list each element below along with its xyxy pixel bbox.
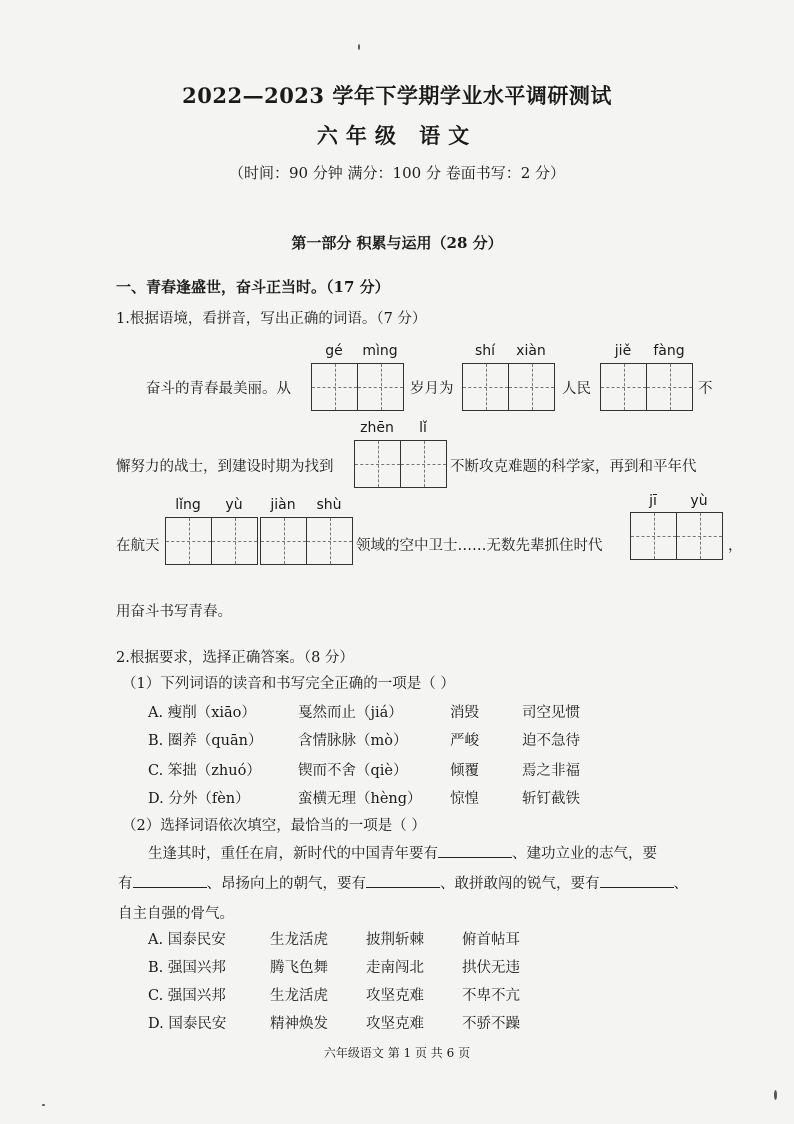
q1-text: 人民: [562, 381, 591, 397]
option-cell: 蛮横无理（hèng）: [298, 791, 422, 807]
answer-grid[interactable]: [311, 363, 404, 411]
pinyin: jī: [649, 493, 657, 509]
option-cell: 严峻: [450, 733, 479, 749]
q1-text: 领域的空中卫士……无数先辈抓住时代: [356, 538, 603, 554]
passage-text: 自主自强的骨气。: [118, 906, 234, 922]
q1-text: 奋斗的青春最美丽。从: [146, 381, 291, 397]
fill-blank[interactable]: [600, 875, 674, 888]
pinyin: jiàn: [270, 497, 296, 513]
option-cell: D. 国泰民安: [148, 1016, 227, 1032]
q1-text: 岁月为: [410, 381, 454, 397]
option-cell: B. 圈养（quān）: [148, 733, 263, 749]
section1-heading: 一、青春逢盛世，奋斗正当时。（17 分）: [116, 278, 390, 296]
option-cell: 精神焕发: [270, 1016, 328, 1032]
option-cell: 锲而不舍（qiè）: [298, 763, 408, 779]
q2-sub2-prompt: （2）选择词语依次填空，最恰当的一项是（ ）: [122, 818, 426, 834]
option-cell: 惊惶: [450, 791, 479, 807]
option-a[interactable]: [148, 928, 520, 949]
option-cell: 腾飞色舞: [270, 960, 328, 976]
answer-grid[interactable]: [630, 512, 723, 560]
option-cell: 含情脉脉（mò）: [298, 733, 408, 749]
option-a[interactable]: [148, 701, 580, 722]
q1-text: 不: [698, 381, 713, 397]
q1-text: 在航天: [116, 538, 160, 554]
option-cell: 俯首帖耳: [462, 932, 520, 948]
q1-text: 用奋斗书写青春。: [116, 604, 232, 620]
answer-grid[interactable]: [354, 440, 447, 488]
scan-speck: [774, 1090, 777, 1100]
option-cell: 生龙活虎: [270, 932, 328, 948]
option-cell: 焉之非福: [522, 763, 580, 779]
passage-text: 、: [673, 876, 688, 892]
passage-text: 、昂扬向上的朝气，要有: [206, 876, 366, 892]
pinyin: shù: [316, 497, 342, 513]
pinyin: lǐng: [175, 497, 201, 513]
pinyin: yù: [225, 497, 243, 513]
answer-grid[interactable]: [462, 363, 555, 411]
pinyin: mìng: [362, 343, 398, 359]
q1-prompt: 1.根据语境，看拼音，写出正确的词语。（7 分）: [116, 311, 427, 327]
option-d[interactable]: [148, 1012, 520, 1033]
pinyin: lǐ: [419, 420, 427, 436]
option-cell: 攻坚克难: [366, 988, 424, 1004]
answer-grid[interactable]: [260, 517, 353, 565]
page-footer: 六年级语文 第 1 页 共 6 页: [323, 1046, 471, 1060]
option-c[interactable]: [148, 984, 520, 1005]
q2-sub1-prompt: （1）下列词语的读音和书写完全正确的一项是（ ）: [122, 676, 455, 692]
option-cell: C. 笨拙（zhuó）: [148, 763, 261, 779]
option-cell: 拱伏无违: [462, 960, 520, 976]
pinyin: jiě: [614, 343, 632, 359]
answer-grid[interactable]: [600, 363, 693, 411]
passage-text: 有: [118, 876, 133, 892]
option-cell: 不卑不亢: [462, 988, 520, 1004]
pinyin: fàng: [653, 343, 685, 359]
exam-subtitle: 六年级 语文: [316, 123, 478, 148]
fill-blank[interactable]: [366, 875, 440, 888]
scan-speck: [42, 1104, 45, 1106]
pinyin: gé: [325, 343, 343, 359]
fill-blank[interactable]: [438, 845, 512, 858]
q1-text: 懈努力的战士，到建设时期为找到: [116, 459, 334, 475]
fill-blank[interactable]: [133, 875, 207, 888]
pinyin: shí: [474, 343, 496, 359]
option-cell: 迫不急待: [522, 733, 580, 749]
option-cell: B. 强国兴邦: [148, 960, 226, 976]
passage-text: 、敢拼敢闯的锐气，要有: [440, 876, 600, 892]
pinyin: xiàn: [516, 343, 546, 359]
option-cell: A. 瘦削（xiāo）: [148, 705, 256, 721]
option-cell: 生龙活虎: [270, 988, 328, 1004]
option-cell: 戛然而止（jiá）: [298, 705, 403, 721]
exam-meta: （时间：90 分钟 满分：100 分 卷面书写：2 分）: [228, 164, 566, 182]
option-cell: C. 强国兴邦: [148, 988, 226, 1004]
option-cell: D. 分外（fèn）: [148, 791, 250, 807]
option-cell: 不骄不躁: [462, 1016, 520, 1032]
exam-title: 2022—2023 学年下学期学业水平调研测试: [182, 83, 612, 108]
option-cell: 走南闯北: [366, 960, 424, 976]
fill-passage-line1: [148, 842, 657, 863]
answer-grid[interactable]: [165, 517, 258, 565]
part1-heading: 第一部分 积累与运用（28 分）: [291, 234, 503, 252]
option-cell: 攻坚克难: [366, 1016, 424, 1032]
pinyin: zhēn: [360, 420, 394, 436]
passage-text: 生逢其时，重任在肩，新时代的中国青年要有: [148, 846, 438, 862]
q1-text: 不断攻克难题的科学家，再到和平年代: [450, 459, 697, 475]
option-b[interactable]: [148, 729, 580, 750]
option-b[interactable]: [148, 956, 520, 977]
q1-text: ，: [728, 538, 743, 554]
pinyin: yù: [690, 493, 708, 509]
fill-passage-line2: [118, 872, 688, 893]
option-c[interactable]: [148, 759, 580, 780]
option-cell: 倾覆: [450, 763, 479, 779]
option-cell: 斩钉截铁: [522, 791, 580, 807]
q2-prompt: 2.根据要求，选择正确答案。（8 分）: [116, 650, 354, 666]
scan-speck: [358, 44, 360, 50]
option-cell: 披荆斩棘: [366, 932, 424, 948]
option-cell: 司空见惯: [522, 705, 580, 721]
passage-text: 、建功立业的志气，要: [512, 846, 657, 862]
option-cell: A. 国泰民安: [148, 932, 226, 948]
option-d[interactable]: [148, 787, 580, 808]
option-cell: 消毁: [450, 705, 479, 721]
